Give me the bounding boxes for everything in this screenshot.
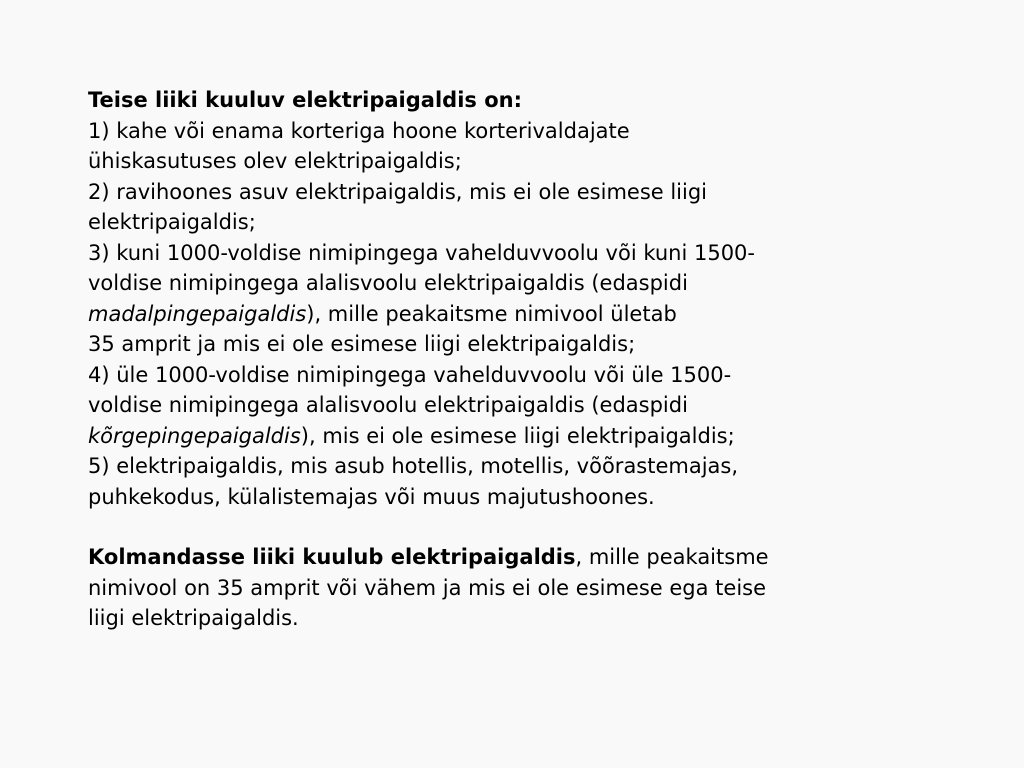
- section-second-category: [88, 85, 948, 512]
- list-item: 2) ravihoones asuv elektripaigaldis, mis ei ole esimese liigi: [88, 179, 708, 204]
- list-item: 3) kuni 1000-voldise nimipingega vahelduvvoolu või kuni 1500-: [88, 240, 755, 265]
- list-item: 1) kahe või enama korteriga hoone korterivaldajate: [88, 118, 630, 143]
- section-third-category: [88, 542, 948, 634]
- list-item: 4) üle 1000-voldise nimipingega vahelduvvoolu või üle 1500-: [88, 362, 732, 387]
- paragraph-line: nimivool on 35 amprit või vähem ja mis ei ole esimese ega teise: [88, 575, 767, 600]
- list-item-continuation: madalpingepaigaldis), mille peakaitsme nimivool ületab: [88, 301, 677, 326]
- paragraph-line: Kolmandasse liiki kuulub elektripaigaldis, mille peakaitsme: [88, 545, 769, 569]
- section-heading: Teise liiki kuuluv elektripaigaldis on:: [88, 88, 522, 112]
- list-item-continuation: voldise nimipingega alalisvoolu elektripaigaldis (edaspidi: [88, 393, 688, 417]
- defined-term: madalpingepaigaldis: [88, 301, 307, 326]
- paragraph-line: liigi elektripaigaldis.: [88, 606, 299, 630]
- slide-content: [88, 85, 948, 634]
- list-item-continuation: ühiskasutuses olev elektripaigaldis;: [88, 149, 462, 173]
- list-item-continuation: kõrgepingepaigaldis), mis ei ole esimese liigi elektripaigaldis;: [88, 423, 735, 448]
- defined-term: kõrgepingepaigaldis: [88, 423, 301, 448]
- list-item-continuation: elektripaigaldis;: [88, 210, 256, 234]
- list-item-continuation: puhkekodus, külalistemajas või muus majutushoones.: [88, 484, 655, 509]
- list-item-continuation: 35 amprit ja mis ei ole esimese liigi elektripaigaldis;: [88, 332, 636, 356]
- section-heading: Kolmandasse liiki kuulub elektripaigaldis: [88, 545, 576, 569]
- list-item: 5) elektripaigaldis, mis asub hotellis, motellis, võõrastemajas,: [88, 454, 739, 478]
- list-item-continuation: voldise nimipingega alalisvoolu elektripaigaldis (edaspidi: [88, 271, 688, 295]
